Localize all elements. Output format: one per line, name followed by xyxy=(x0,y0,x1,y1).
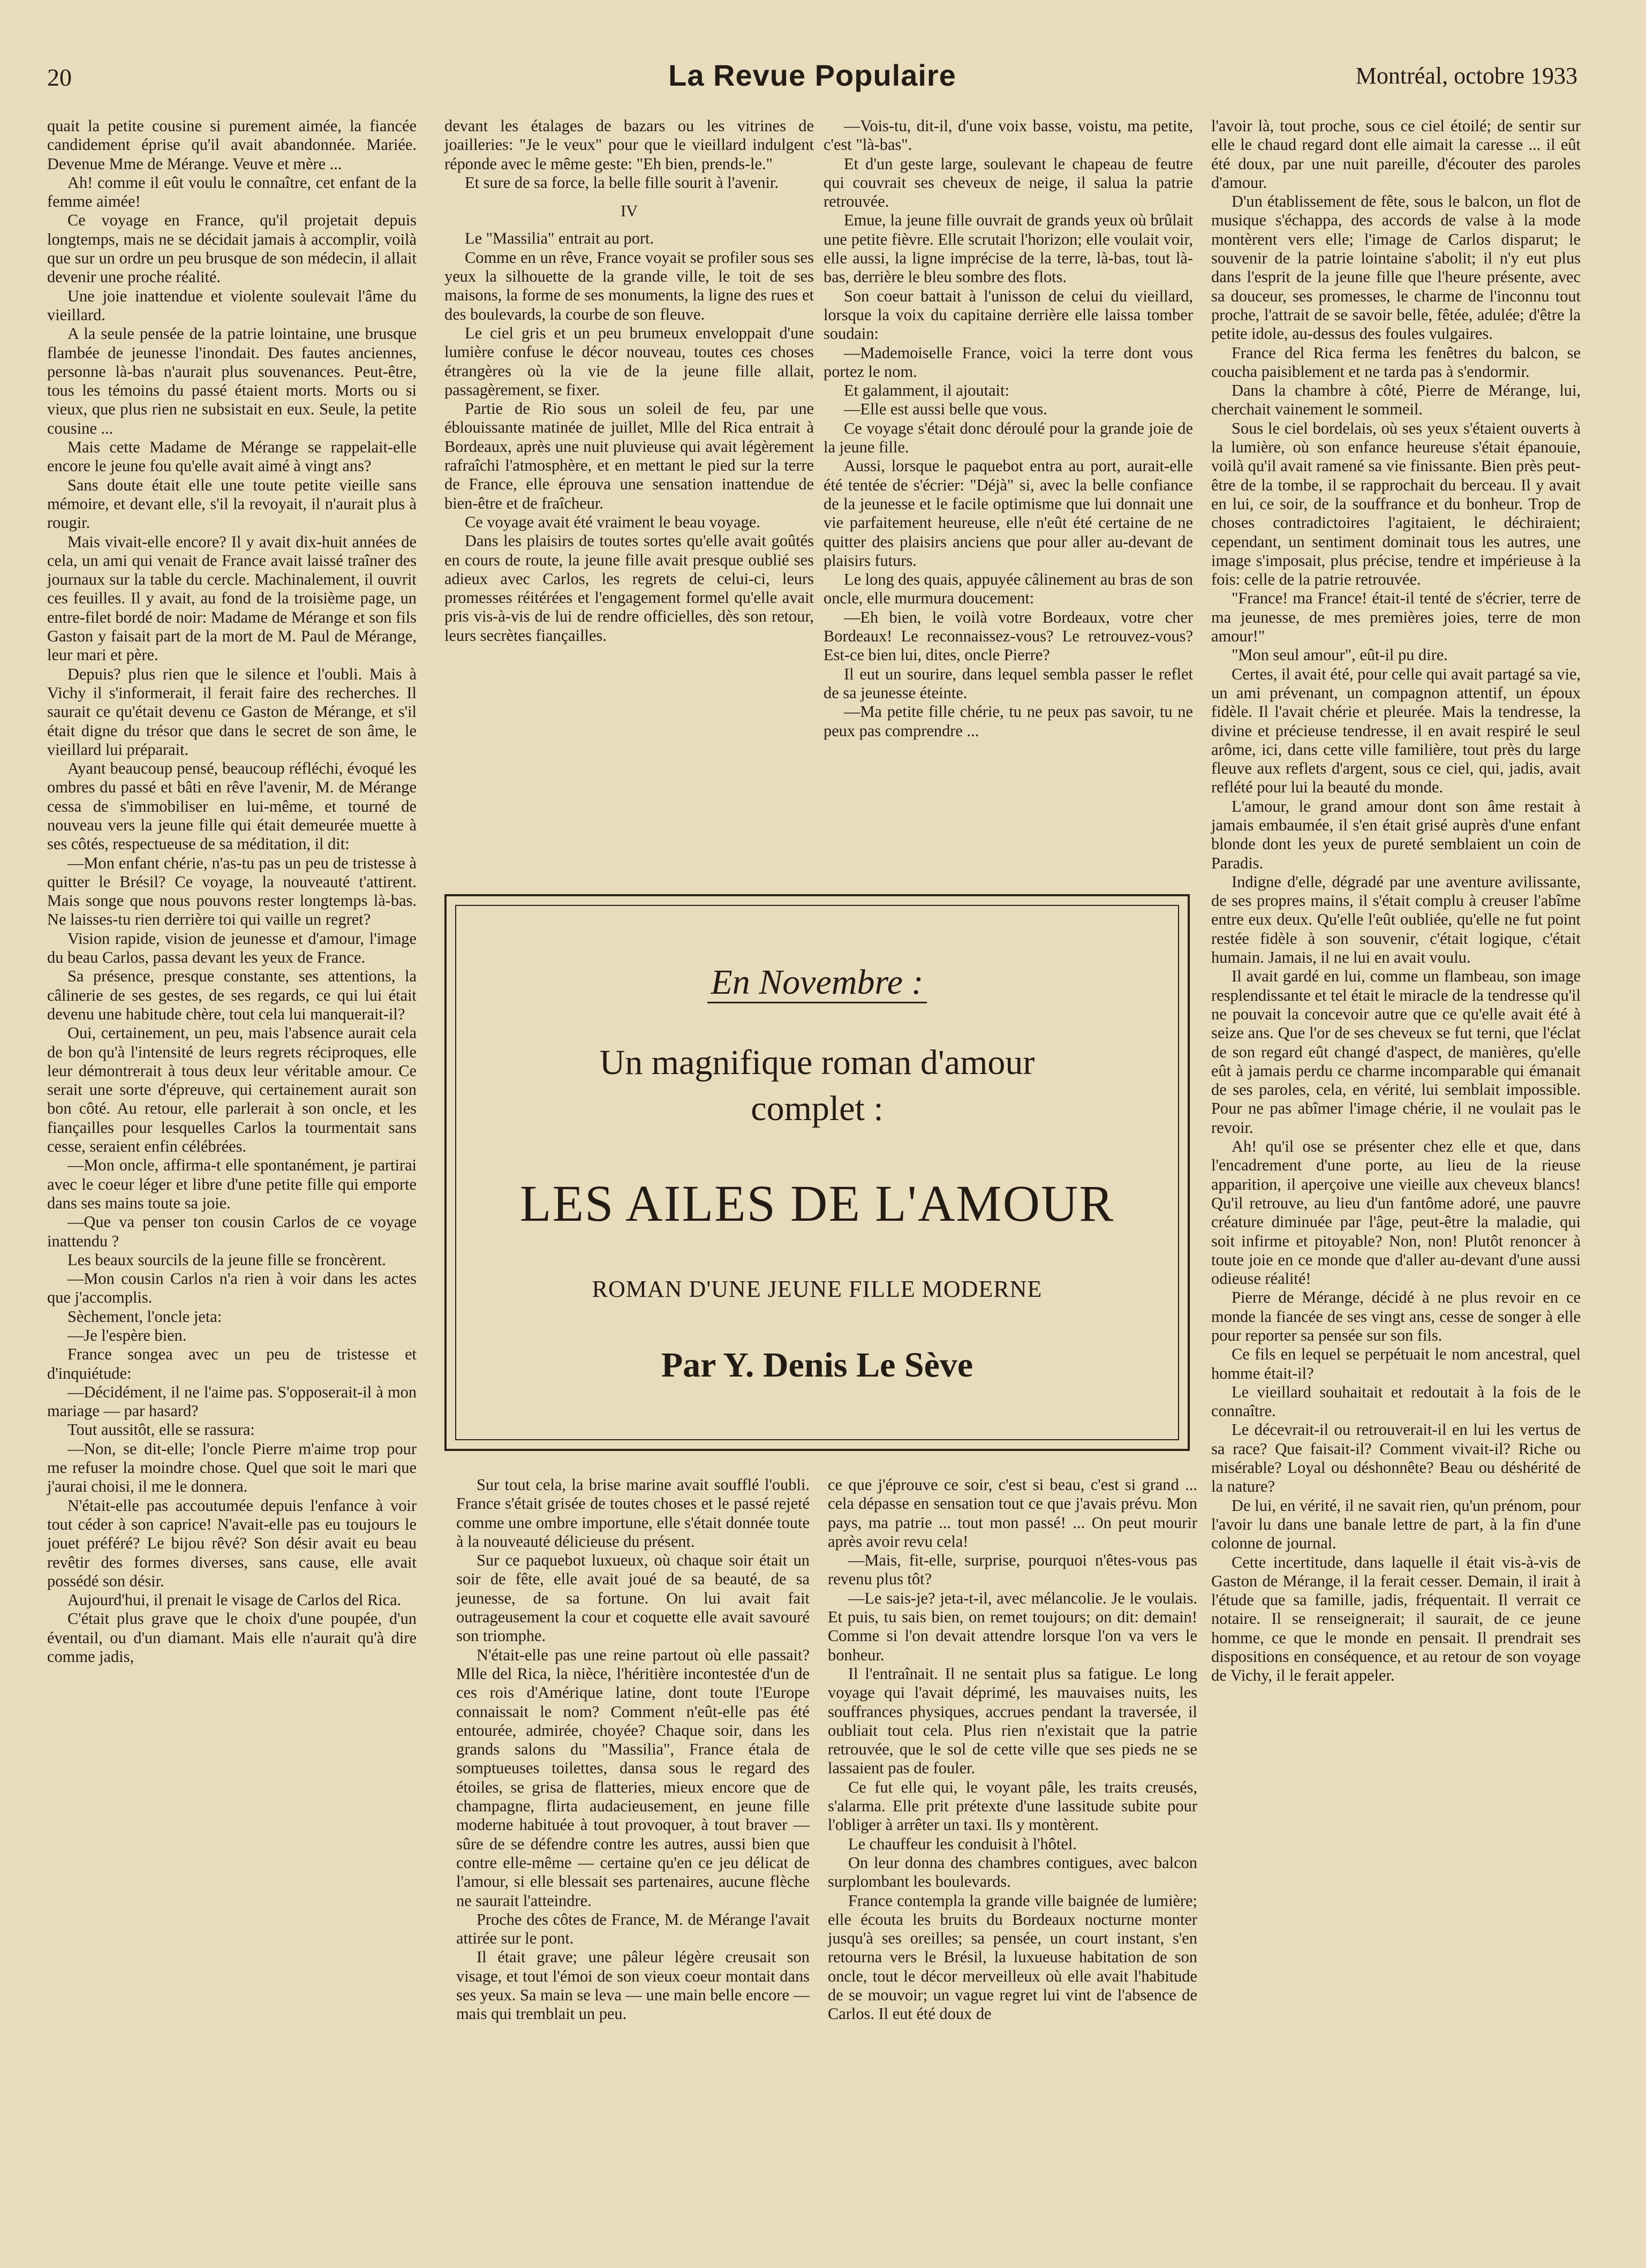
paragraph: "France! ma France! était-il tenté de s'écrier, terre de ma jeunesse, de mes premières joies, terre de mon amour!" xyxy=(1211,589,1581,646)
paragraph: On leur donna des chambres contigues, avec balcon surplombant les boulevards. xyxy=(828,1853,1197,1891)
paragraph: France contempla la grande ville baignée de lumière; elle écouta les bruits du Bordeaux nocturne monter jusqu'à ses oreilles; sa pensée, un court instant, s'en retourna vers le Brésil, la luxueuse habitation de son oncle, tout le décor merveilleux où elle avait l'habitude de se mouvoir; un vague regret lui vint de l'absence de Carlos. Il eut été doux de xyxy=(828,1891,1197,2023)
paragraph: Il l'entraînait. Il ne sentait plus sa fatigue. Le long voyage qui l'avait déprimé, les mauvaises nuits, les souffrances physiques, accrues pendant la traversée, il oubliait tout cela. Plus rien n'existait que la patrie retrouvée, que le sol de cette ville que ses pieds ne se lassaient pas de fouler. xyxy=(828,1664,1197,1778)
paragraph: Ce voyage en France, qu'il projetait depuis longtemps, mais ne se décidait jamais à accomplir, voilà que sur un ordre un peu brusque de son médecin, il allait devenir une proche réalité. xyxy=(47,211,417,286)
ad-inner-border xyxy=(455,905,1179,1440)
paragraph: Sur ce paquebot luxueux, où chaque soir était un soir de fête, elle avait joué de sa beauté, de sa jeunesse, de sa fortune. On lui avait fait outrageusement la cour et coquette elle avait savouré son triomphe. xyxy=(456,1551,810,1645)
ad-title: LES AILES DE L'AMOUR xyxy=(519,1175,1115,1232)
paragraph: —Mon cousin Carlos n'a rien à voir dans les actes que j'accomplis. xyxy=(47,1269,417,1307)
paragraph: Sur tout cela, la brise marine avait soufflé l'oubli. France s'était grisée de toutes choses et le passé rejeté comme une ombre importune, elle s'était donnée toute à la nouveauté délicieuse du présent. xyxy=(456,1476,810,1551)
column-6 xyxy=(828,1476,1197,2214)
paragraph: Les beaux sourcils de la jeune fille se froncèrent. xyxy=(67,1250,386,1269)
paragraph: —Ma petite fille chérie, tu ne peux pas savoir, tu ne peux pas comprendre ... xyxy=(824,702,1193,740)
ad-tagline-line-2: complet : xyxy=(751,1089,884,1128)
paragraph: L'amour, le grand amour dont son âme restait à jamais embaumée, il s'en était grisé auprès d'une enfant blonde dont les yeux de pureté semblaient un coin de Paradis. xyxy=(1211,797,1581,872)
paragraph: "Mon seul amour", eût-il pu dire. xyxy=(1232,646,1448,664)
ad-tagline xyxy=(456,1040,1178,1132)
paragraph: N'était-elle pas une reine partout où elle passait? Mlle del Rica, la nièce, l'héritière incontestée d'un de ces rois d'Amérique latine, dont toute l'Europe connaissait le nom? Comment n'eût-elle pas été entourée, admirée, choyée? Chaque soir, dans les grands salons du "Massilia", France étala de somptueuses toilettes, dansa sous le regard des étoiles, se grisa de flatteries, mieux encore que de champagne, flirta audacieusement, en jeune fille moderne habituée à tout provoquer, à tout braver — sûre de se défendre contre les autres, aussi bien que contre elle-même — certaine qu'en ce jeu délicat de l'amour, si elle blessait ses partenaires, aucune flèche ne saurait l'atteindre. xyxy=(456,1645,810,1910)
paragraph: —Non, se dit-elle; l'oncle Pierre m'aime trop pour me refuser la moindre chose. Quel que soit le mari que j'aurai choisi, il me le donnera. xyxy=(47,1439,417,1496)
paragraph: N'était-elle pas accoutumée depuis l'enfance à voir tout céder à son caprice! N'avait-elle pas eu toujours le jouet préféré? Le bijou rêvé? Son désir avait eu beau revêtir des formes diverses, sans cause, elle avait possédé son désir. xyxy=(47,1496,417,1590)
paragraph: ce que j'éprouve ce soir, c'est si beau, c'est si grand ... cela dépasse en sensation tout ce que j'avais prévu. Mon pays, ma patrie ... tout mon passé! ... On peut mourir après avoir revu cela! xyxy=(828,1476,1197,1551)
paragraph: Aussi, lorsque le paquebot entra au port, aurait-elle été tentée de s'écrier: "Déjà" si, avec la belle confiance de la jeunesse et le facile optimisme que lui donnait une vie parfaitement heureuse, elle n'eût été certaine de ne quitter des plaisirs anciens que pour aller au-devant de plaisirs futurs. xyxy=(824,457,1193,570)
paragraph: —Elle est aussi belle que vous. xyxy=(844,400,1047,419)
paragraph: Le décevrait-il ou retrouverait-il en lui les vertus de sa race? Que faisait-il? Comment vivait-il? Riche ou misérable? Loyal ou déshonnête? Beau ou déshérité de la nature? xyxy=(1211,1420,1581,1496)
paragraph: D'un établissement de fête, sous le balcon, un flot de musique s'échappa, des accords de valse à la mode montèrent vers elle; l'image de Carlos disparut; le souvenir de la patrie lointaine s'abolit; il n'y eut plus dans l'esprit de la jeune fille que l'heure présente, avec sa douceur, ses promesses, le charme de l'inconnu tout proche, l'attrait de se savoir belle, fêtée, adulée; d'être la petite idole, au-dessus des foules vulgaires. xyxy=(1211,192,1581,343)
column-5 xyxy=(456,1476,810,2214)
paragraph: Emue, la jeune fille ouvrait de grands yeux où brûlait une petite fièvre. Elle scrutait l'horizon; elle voulait voir, elle aussi, la ligne imprécise de la terre, là-bas, tout là-bas, derrière le bleu sombre des flots. xyxy=(824,211,1193,286)
paragraph: Dans les plaisirs de toutes sortes qu'elle avait goûtés en cours de route, la jeune fille avait presque oublié ses adieux avec Carlos, les regrets de celui-ci, leurs promesses réitérées et l'engagement formel qu'elle avait pris vis-à-vis de lui de rendre officielles, dès son retour, leurs secrètes fiançailles. xyxy=(444,532,814,645)
paragraph: Et galamment, il ajoutait: xyxy=(844,381,1009,400)
paragraph: Oui, certainement, un peu, mais l'absence aurait cela de bon qu'à l'intensité de leurs regrets réciproques, elle leur démontrerait à tous deux leur véritable amour. Ce serait une sorte d'épreuve, qui certainement aurait son bon côté. Au retour, elle parlerait à son oncle, et les fiançailles pour lesquelles Carlos la tourmentait sans cesse, seraient enfin célébrées. xyxy=(47,1024,417,1156)
paragraph: C'était plus grave que le choix d'une poupée, d'un éventail, ou d'un diamant. Mais elle n'aurait qu'à dire comme jadis, xyxy=(47,1609,417,1666)
column-4 xyxy=(1211,117,1581,2216)
paragraph: —Mon oncle, affirma-t elle spontanément, je partirai avec le coeur léger et libre d'une petite fille qui emporte dans ses mains toute sa joie. xyxy=(47,1156,417,1212)
paragraph: Il était grave; une pâleur légère creusait son visage, et tout l'émoi de son vieux coeur montait dans ses yeux. Sa main se leva — une main belle encore — mais qui tremblait un peu. xyxy=(456,1948,810,2023)
paragraph: Il eut un sourire, dans lequel sembla passer le reflet de sa jeunesse éteinte. xyxy=(824,664,1193,702)
paragraph: Le chauffeur les conduisit à l'hôtel. xyxy=(848,1834,1077,1853)
paragraph: Vision rapide, vision de jeunesse et d'amour, l'image du beau Carlos, passa devant les yeux de France. xyxy=(47,929,417,967)
column-2-top xyxy=(444,117,814,192)
ad-heading: En Novembre : xyxy=(456,962,1178,1003)
paragraph: Sèchement, l'oncle jeta: xyxy=(67,1307,222,1326)
paragraph: Sans doute était elle une toute petite vieille sans mémoire, et devant elle, s'il la revoyait, il n'aurait plus à rougir. xyxy=(47,475,417,532)
paragraph: A la seule pensée de la patrie lointaine, une brusque flambée de jeunesse l'inondait. Des fautes anciennes, personne là-bas n'aurait plus souvenances. Peut-être, tous les témoins du passé étaient morts. Morts ou si vieux, que plus rien ne subsistait en eux. Seule, la petite cousine ... xyxy=(47,324,417,437)
ad-author: Par Y. Denis Le Sève xyxy=(661,1345,973,1385)
paragraph: De lui, en vérité, il ne savait rien, qu'un prénom, pour l'avoir lu dans une banale lettre de part, à la fin d'une colonne de journal. xyxy=(1211,1496,1581,1553)
paragraph: Son coeur battait à l'unisson de celui du vieillard, lorsque la voix du capitaine derrière elle laissa tomber soudain: xyxy=(824,286,1193,343)
paragraph: Le long des quais, appuyée câlinement au bras de son oncle, elle murmura doucement: xyxy=(824,570,1193,608)
paragraph: Mais vivait-elle encore? Il y avait dix-huit années de cela, un ami qui venait de France avait laissé traîner des journaux sur la table du cercle. Machinalement, il ouvrit ces feuilles. Il y avait, au fond de la troisième page, un entre-filet bordé de noir: Madame de Mérange et son fils Gaston y faisait part de la mort de M. Paul de Mérange, leur mari et père. xyxy=(47,532,417,664)
paragraph: Et d'un geste large, soulevant le chapeau de feutre qui couvrait ses cheveux de neige, il salua la patrie retrouvée. xyxy=(824,154,1193,211)
paragraph: Comme en un rêve, France voyait se profiler sous ses yeux la silhouette de la grande ville, le toit de ses maisons, la forme de ses monuments, la ligne des rues et des boulevards, la courbe de son fleuve. xyxy=(444,248,814,323)
paragraph: —Je l'espère bien. xyxy=(67,1326,187,1344)
paragraph: Ce fut elle qui, le voyant pâle, les traits creusés, s'alarma. Elle prit prétexte d'une lassitude subite pour l'obliger à arrêter un taxi. Ils y montèrent. xyxy=(828,1778,1197,1834)
paragraph: Indigne d'elle, dégradé par une aventure avilissante, de ses propres mains, il s'était complu à creuser l'abîme entre eux deux. Qu'elle l'eût oubliée, qu'elle ne fut point restée fidèle à son souvenir, c'était logique, c'était humain. Jamais, il ne lui en avait voulu. xyxy=(1211,872,1581,967)
paragraph: Certes, il avait été, pour celle qui avait partagé sa vie, un ami prévenant, un compagnon attentif, un époux fidèle. Il l'avait chérie et pleurée. Mais la tendresse, la divine et précieuse tendresse, il en avait respiré le seul arôme, ici, dans cette ville familière, tout près du large fleuve aux reflets d'argent, sous ce ciel, qui, jadis, avait reflété pour lui la beauté du monde. xyxy=(1211,664,1581,797)
ad-tagline-line-1: Un magnifique roman d'amour xyxy=(599,1043,1035,1082)
paragraph: France songea avec un peu de tristesse et d'inquiétude: xyxy=(47,1345,417,1382)
paragraph: Ayant beaucoup pensé, beaucoup réfléchi, évoqué les ombres du passé et bâti en rêve l'avenir, M. de Mérange cessa de s'immobiliser en lui-même, et tourné de nouveau vers la jeune fille qui était demeurée muette à ses côtés, respectueuse de sa méditation, il dit: xyxy=(47,759,417,853)
page-number: 20 xyxy=(47,64,72,91)
paragraph: devant les étalages de bazars ou les vitrines de joailleries: "Je le veux" pour que le vieillard indulgent réponde avec le même geste: "Eh bien, prends-le." xyxy=(444,117,814,173)
paragraph: —Mon enfant chérie, n'as-tu pas un peu de tristesse à quitter le Brésil? Ce voyage, la nouveauté t'attirent. Mais songe que nous pouvons rester longtemps là-bas. Ne laisses-tu rien derrière toi qui vaille un regret? xyxy=(47,853,417,929)
paragraph: Ah! qu'il ose se présenter chez elle et que, dans l'encadrement d'une porte, au lieu de la rieuse apparition, il aperçoive une vieille aux cheveux blancs! Qu'il retrouve, au lieu d'un fantôme adoré, une pauvre créature diminuée par l'âge, peut-être la maladie, qui soit infirme et pitoyable? Non, non! Plutôt renoncer à toute joie en ce monde que d'aller au-devant d'une aussi odieuse réalité! xyxy=(1211,1137,1581,1288)
paragraph: quait la petite cousine si purement aimée, la fiancée candidement éprise qu'il avait abandonnée. Mariée. Devenue Mme de Mérange. Veuve et mère ... xyxy=(47,117,417,173)
paragraph: Et sure de sa force, la belle fille sourit à l'avenir. xyxy=(465,173,779,192)
paragraph: Proche des côtes de France, M. de Mérange l'avait attirée sur le pont. xyxy=(456,1910,810,1948)
page-header xyxy=(47,58,1577,101)
paragraph: —Que va penser ton cousin Carlos de ce voyage inattendu ? xyxy=(47,1213,417,1250)
paragraph: —Décidément, il ne l'aime pas. S'opposerait-il à mon mariage — par hasard? xyxy=(47,1382,417,1420)
paragraph: Il avait gardé en lui, comme un flambeau, son image resplendissante et tel était le miracle de la tendresse qu'il ne pouvait la concevoir autre que ce qu'elle avait été à seize ans. Que l'or de ses cheveux se fut terni, que l'éclat de son regard eût changé d'aspect, de manières, qu'elle eût à jamais perdu ce charme incomparable qui émanait de ses paroles, cela, en vérité, lui semblait impossible. Pour ne pas abîmer l'image chérie, il ne voulait pas le revoir. xyxy=(1211,967,1581,1137)
paragraph: Pierre de Mérange, décidé à ne plus revoir en ce monde la fiancée de ses vingt ans, cesse de songer à elle pour reporter sa pensée sur son fils. xyxy=(1211,1288,1581,1344)
paragraph: Partie de Rio sous un soleil de feu, par une éblouissante matinée de juillet, Mlle del Rica entrait à Bordeaux, après une nuit pluvieuse qui avait légèrement rafraîchi l'atmosphère, et en mettant le pied sur la terre de France, elle éprouva une sensation inattendue de bien-être et de fraîcheur. xyxy=(444,399,814,512)
paragraph: l'avoir là, tout proche, sous ce ciel étoilé; de sentir sur elle le chaud regard dont elle aimait la caresse ... il eût été doux, par une nuit pareille, d'écouter des paroles d'amour. xyxy=(1211,117,1581,192)
paragraph: Cette incertitude, dans laquelle il était vis-à-vis de Gaston de Mérange, il la ferait cesser. Demain, il irait à l'étude que sa famille, jadis, fréquentait. Il verrait ce notaire. Il se renseignerait; il saurait, de ce jeune homme, ce que le monde en pensait. Il prendrait ses dispositions en conséquence, et au retour de son voyage de Vichy, il le ferait appeler. xyxy=(1211,1553,1581,1685)
paragraph: France del Rica ferma les fenêtres du balcon, se coucha paisiblement et ne tarda pas à s'endormir. xyxy=(1211,343,1581,381)
dateline: Montréal, octobre 1933 xyxy=(1355,63,1577,89)
ad-subtitle: ROMAN D'UNE JEUNE FILLE MODERNE xyxy=(592,1276,1043,1302)
paragraph: Mais cette Madame de Mérange se rappelait-elle encore le jeune fou qu'elle avait aimé à vingt ans? xyxy=(47,438,417,475)
paragraph: Aujourd'hui, il prenait le visage de Carlos del Rica. xyxy=(67,1591,402,1609)
paragraph: —Vois-tu, dit-il, d'une voix basse, voistu, ma petite, c'est "là-bas". xyxy=(824,117,1193,154)
column-2 xyxy=(444,117,814,866)
paragraph: Tout aussitôt, elle se rassura: xyxy=(67,1420,255,1439)
column-1 xyxy=(47,117,417,2216)
column-3 xyxy=(824,117,1193,866)
paragraph: —Le sais-je? jeta-t-il, avec mélancolie. Je le voulais. Et puis, tu sais bien, on remet toujours; on dit: demain! Comme si l'on devait attendre lorsque l'on va vers le bonheur. xyxy=(828,1589,1197,1664)
paragraph: Le vieillard souhaitait et redoutait à la fois de le connaître. xyxy=(1211,1382,1581,1420)
paragraph: —Eh bien, le voilà votre Bordeaux, votre cher Bordeaux! Le reconnaissez-vous? Le retrouvez-vous? Est-ce bien lui, dites, oncle Pierre? xyxy=(824,608,1193,664)
paragraph: Ce voyage s'était donc déroulé pour la grande joie de la jeune fille. xyxy=(824,419,1193,457)
paragraph: —Mademoiselle France, voici la terre dont vous portez le nom. xyxy=(824,343,1193,381)
masthead: La Revue Populaire xyxy=(668,58,956,92)
chapter-heading: IV xyxy=(620,202,638,221)
paragraph: Une joie inattendue et violente soulevait l'âme du vieillard. xyxy=(47,286,417,324)
paragraph: Ce voyage avait été vraiment le beau voyage. xyxy=(465,512,760,531)
paragraph: Dans la chambre à côté, Pierre de Mérange, lui, cherchait vainement le sommeil. xyxy=(1211,381,1581,419)
paragraph: Sa présence, presque constante, ses attentions, la câlinerie de ses gestes, de ses regards, ce qui lui était devenu une habitude chère, tout cela lui manquerait-il? xyxy=(47,967,417,1023)
novel-advertisement-box xyxy=(444,894,1190,1451)
paragraph: Le ciel gris et un peu brumeux enveloppait d'une lumière confuse le décor nouveau, toutes ces choses étrangères où la vie de la jeune fille allait, passagèrement, se fixer. xyxy=(444,323,814,399)
paragraph: —Mais, fit-elle, surprise, pourquoi n'êtes-vous pas revenu plus tôt? xyxy=(828,1551,1197,1589)
column-2-body xyxy=(444,229,814,645)
paragraph: Le "Massilia" entrait au port. xyxy=(465,229,654,248)
paragraph: Ah! comme il eût voulu le connaître, cet enfant de la femme aimée! xyxy=(47,173,417,211)
paragraph: Ce fils en lequel se perpétuait le nom ancestral, quel homme était-il? xyxy=(1211,1345,1581,1382)
paragraph: Depuis? plus rien que le silence et l'oubli. Mais à Vichy il s'informerait, il ferait faire des recherches. Il saurait ce qu'était devenu ce Gaston de Mérange, et s'il était digne du trésor que dans le secret de son âme, le vieillard lui préparait. xyxy=(47,664,417,759)
paragraph: Sous le ciel bordelais, où ses yeux s'étaient ouverts à la lumière, où son enfance heureuse s'était épanouie, voilà qu'il avait ramené sa vie finissante. Bien près peut-être de la tombe, il se rapprochait du berceau. Il y avait en lui, ce soir, de la souffrance et du bonheur. Trop de choses contradictoires l'agitaient, le déchiraient; cependant, un sentiment dominait tous les autres, une image s'imposait, plus précise, tendre et impérieuse à la fois: celle de la patrie retrouvée. xyxy=(1211,419,1581,589)
